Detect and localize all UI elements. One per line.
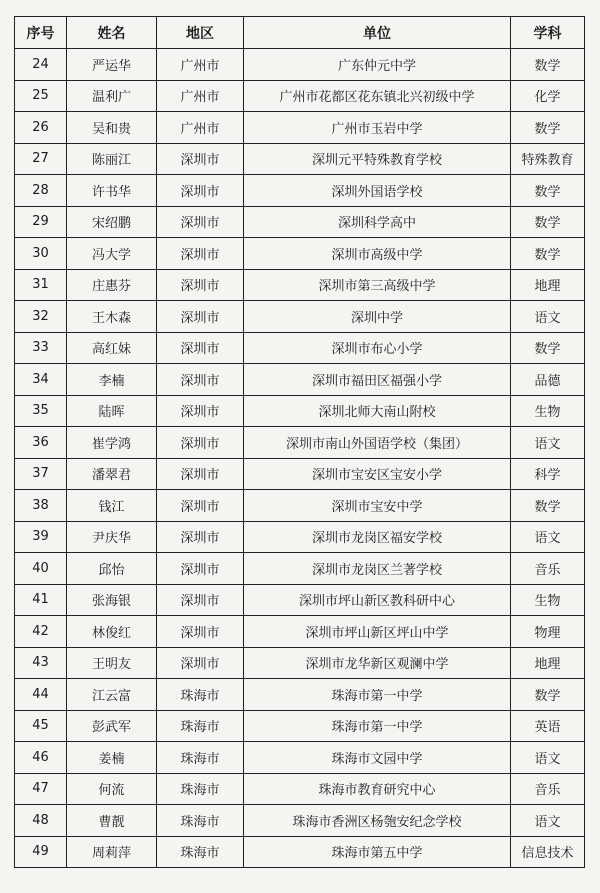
cell-number: 39 bbox=[15, 521, 67, 553]
cell-number: 30 bbox=[15, 238, 67, 270]
cell-number: 36 bbox=[15, 427, 67, 459]
cell-unit: 深圳中学 bbox=[244, 301, 511, 333]
cell-name: 庄惠芬 bbox=[67, 269, 157, 301]
cell-unit: 深圳市布心小学 bbox=[244, 332, 511, 364]
cell-subject: 特殊教育 bbox=[511, 143, 585, 175]
cell-unit: 深圳市第三高级中学 bbox=[244, 269, 511, 301]
cell-name: 张海银 bbox=[67, 584, 157, 616]
header-region: 地区 bbox=[157, 17, 244, 49]
cell-number: 26 bbox=[15, 112, 67, 144]
cell-region: 珠海市 bbox=[157, 805, 244, 837]
table-row bbox=[15, 584, 585, 616]
cell-subject: 英语 bbox=[511, 710, 585, 742]
cell-unit: 珠海市第一中学 bbox=[244, 679, 511, 711]
cell-name: 温利广 bbox=[67, 80, 157, 112]
cell-name: 严运华 bbox=[67, 49, 157, 81]
header-number: 序号 bbox=[15, 17, 67, 49]
table-row bbox=[15, 143, 585, 175]
document-page bbox=[14, 16, 584, 868]
cell-number: 40 bbox=[15, 553, 67, 585]
cell-name: 宋绍鹏 bbox=[67, 206, 157, 238]
cell-region: 深圳市 bbox=[157, 521, 244, 553]
cell-unit: 珠海市第一中学 bbox=[244, 710, 511, 742]
cell-region: 深圳市 bbox=[157, 647, 244, 679]
cell-number: 45 bbox=[15, 710, 67, 742]
cell-unit: 深圳市坪山新区坪山中学 bbox=[244, 616, 511, 648]
cell-name: 钱江 bbox=[67, 490, 157, 522]
table-body bbox=[15, 49, 585, 868]
cell-subject: 数学 bbox=[511, 175, 585, 207]
table-row bbox=[15, 49, 585, 81]
table-row bbox=[15, 616, 585, 648]
cell-number: 37 bbox=[15, 458, 67, 490]
table-row bbox=[15, 364, 585, 396]
cell-name: 崔学鸿 bbox=[67, 427, 157, 459]
cell-region: 深圳市 bbox=[157, 301, 244, 333]
table-row bbox=[15, 269, 585, 301]
cell-region: 广州市 bbox=[157, 112, 244, 144]
cell-region: 珠海市 bbox=[157, 679, 244, 711]
table-row bbox=[15, 395, 585, 427]
cell-unit: 广州市花都区花东镇北兴初级中学 bbox=[244, 80, 511, 112]
cell-subject: 数学 bbox=[511, 238, 585, 270]
cell-region: 深圳市 bbox=[157, 616, 244, 648]
cell-unit: 深圳市龙岗区兰著学校 bbox=[244, 553, 511, 585]
cell-unit: 深圳市宝安中学 bbox=[244, 490, 511, 522]
cell-subject: 数学 bbox=[511, 206, 585, 238]
cell-region: 深圳市 bbox=[157, 584, 244, 616]
cell-region: 深圳市 bbox=[157, 269, 244, 301]
table-row bbox=[15, 553, 585, 585]
cell-unit: 广东仲元中学 bbox=[244, 49, 511, 81]
cell-number: 29 bbox=[15, 206, 67, 238]
cell-subject: 科学 bbox=[511, 458, 585, 490]
cell-name: 邱怡 bbox=[67, 553, 157, 585]
cell-number: 47 bbox=[15, 773, 67, 805]
cell-name: 吴和贵 bbox=[67, 112, 157, 144]
table-row bbox=[15, 175, 585, 207]
cell-subject: 数学 bbox=[511, 490, 585, 522]
cell-region: 珠海市 bbox=[157, 710, 244, 742]
table-row bbox=[15, 458, 585, 490]
cell-unit: 深圳市南山外国语学校（集团） bbox=[244, 427, 511, 459]
cell-subject: 数学 bbox=[511, 112, 585, 144]
cell-region: 深圳市 bbox=[157, 458, 244, 490]
cell-unit: 深圳外国语学校 bbox=[244, 175, 511, 207]
cell-unit: 深圳科学高中 bbox=[244, 206, 511, 238]
cell-number: 38 bbox=[15, 490, 67, 522]
header-unit: 单位 bbox=[244, 17, 511, 49]
cell-subject: 语文 bbox=[511, 521, 585, 553]
cell-number: 44 bbox=[15, 679, 67, 711]
table-row bbox=[15, 836, 585, 868]
header-name: 姓名 bbox=[67, 17, 157, 49]
cell-number: 43 bbox=[15, 647, 67, 679]
cell-unit: 广州市玉岩中学 bbox=[244, 112, 511, 144]
cell-number: 41 bbox=[15, 584, 67, 616]
teacher-list-table bbox=[14, 16, 585, 868]
cell-name: 高红妹 bbox=[67, 332, 157, 364]
cell-name: 何流 bbox=[67, 773, 157, 805]
cell-unit: 深圳市龙岗区福安学校 bbox=[244, 521, 511, 553]
cell-region: 深圳市 bbox=[157, 490, 244, 522]
cell-number: 42 bbox=[15, 616, 67, 648]
cell-subject: 地理 bbox=[511, 269, 585, 301]
cell-number: 32 bbox=[15, 301, 67, 333]
cell-region: 深圳市 bbox=[157, 395, 244, 427]
table-row bbox=[15, 301, 585, 333]
cell-subject: 数学 bbox=[511, 49, 585, 81]
cell-name: 许书华 bbox=[67, 175, 157, 207]
cell-name: 王明友 bbox=[67, 647, 157, 679]
cell-subject: 信息技术 bbox=[511, 836, 585, 868]
cell-subject: 化学 bbox=[511, 80, 585, 112]
cell-subject: 物理 bbox=[511, 616, 585, 648]
table-row bbox=[15, 521, 585, 553]
table-row bbox=[15, 647, 585, 679]
cell-name: 尹庆华 bbox=[67, 521, 157, 553]
cell-region: 深圳市 bbox=[157, 206, 244, 238]
cell-unit: 深圳元平特殊教育学校 bbox=[244, 143, 511, 175]
table-row bbox=[15, 710, 585, 742]
cell-subject: 音乐 bbox=[511, 553, 585, 585]
cell-unit: 珠海市第五中学 bbox=[244, 836, 511, 868]
cell-name: 姜楠 bbox=[67, 742, 157, 774]
cell-name: 李楠 bbox=[67, 364, 157, 396]
cell-name: 陈丽江 bbox=[67, 143, 157, 175]
cell-number: 24 bbox=[15, 49, 67, 81]
cell-name: 周莉萍 bbox=[67, 836, 157, 868]
cell-subject: 品德 bbox=[511, 364, 585, 396]
cell-subject: 地理 bbox=[511, 647, 585, 679]
cell-region: 深圳市 bbox=[157, 143, 244, 175]
cell-unit: 深圳市龙华新区观澜中学 bbox=[244, 647, 511, 679]
cell-name: 王木森 bbox=[67, 301, 157, 333]
cell-region: 珠海市 bbox=[157, 742, 244, 774]
table-row bbox=[15, 332, 585, 364]
table-row bbox=[15, 238, 585, 270]
cell-subject: 数学 bbox=[511, 679, 585, 711]
cell-region: 珠海市 bbox=[157, 836, 244, 868]
cell-subject: 数学 bbox=[511, 332, 585, 364]
cell-region: 广州市 bbox=[157, 80, 244, 112]
table-row bbox=[15, 742, 585, 774]
cell-unit: 珠海市教育研究中心 bbox=[244, 773, 511, 805]
cell-number: 25 bbox=[15, 80, 67, 112]
cell-number: 31 bbox=[15, 269, 67, 301]
table-row bbox=[15, 773, 585, 805]
cell-subject: 语文 bbox=[511, 301, 585, 333]
table-row bbox=[15, 427, 585, 459]
cell-unit: 珠海市香洲区杨匏安纪念学校 bbox=[244, 805, 511, 837]
table-row bbox=[15, 206, 585, 238]
cell-region: 深圳市 bbox=[157, 238, 244, 270]
cell-subject: 生物 bbox=[511, 584, 585, 616]
cell-number: 28 bbox=[15, 175, 67, 207]
cell-name: 潘翠君 bbox=[67, 458, 157, 490]
table-row bbox=[15, 112, 585, 144]
table-row bbox=[15, 490, 585, 522]
cell-name: 冯大学 bbox=[67, 238, 157, 270]
cell-region: 深圳市 bbox=[157, 427, 244, 459]
cell-subject: 语文 bbox=[511, 427, 585, 459]
cell-region: 广州市 bbox=[157, 49, 244, 81]
cell-number: 34 bbox=[15, 364, 67, 396]
cell-subject: 语文 bbox=[511, 805, 585, 837]
cell-unit: 深圳市福田区福强小学 bbox=[244, 364, 511, 396]
cell-region: 深圳市 bbox=[157, 175, 244, 207]
table-row bbox=[15, 805, 585, 837]
cell-number: 49 bbox=[15, 836, 67, 868]
cell-subject: 生物 bbox=[511, 395, 585, 427]
cell-number: 33 bbox=[15, 332, 67, 364]
header-subject: 学科 bbox=[511, 17, 585, 49]
cell-region: 深圳市 bbox=[157, 553, 244, 585]
cell-name: 江云富 bbox=[67, 679, 157, 711]
cell-unit: 深圳市高级中学 bbox=[244, 238, 511, 270]
cell-number: 35 bbox=[15, 395, 67, 427]
cell-unit: 深圳市宝安区宝安小学 bbox=[244, 458, 511, 490]
cell-name: 彭武军 bbox=[67, 710, 157, 742]
cell-region: 深圳市 bbox=[157, 364, 244, 396]
table-row bbox=[15, 80, 585, 112]
cell-number: 27 bbox=[15, 143, 67, 175]
cell-subject: 音乐 bbox=[511, 773, 585, 805]
cell-name: 陆晖 bbox=[67, 395, 157, 427]
cell-region: 深圳市 bbox=[157, 332, 244, 364]
cell-name: 曹靓 bbox=[67, 805, 157, 837]
table-header-row bbox=[15, 17, 585, 49]
cell-name: 林俊红 bbox=[67, 616, 157, 648]
cell-unit: 深圳市坪山新区教科研中心 bbox=[244, 584, 511, 616]
cell-unit: 珠海市文园中学 bbox=[244, 742, 511, 774]
cell-number: 48 bbox=[15, 805, 67, 837]
cell-region: 珠海市 bbox=[157, 773, 244, 805]
table-row bbox=[15, 679, 585, 711]
cell-subject: 语文 bbox=[511, 742, 585, 774]
cell-number: 46 bbox=[15, 742, 67, 774]
cell-unit: 深圳北师大南山附校 bbox=[244, 395, 511, 427]
